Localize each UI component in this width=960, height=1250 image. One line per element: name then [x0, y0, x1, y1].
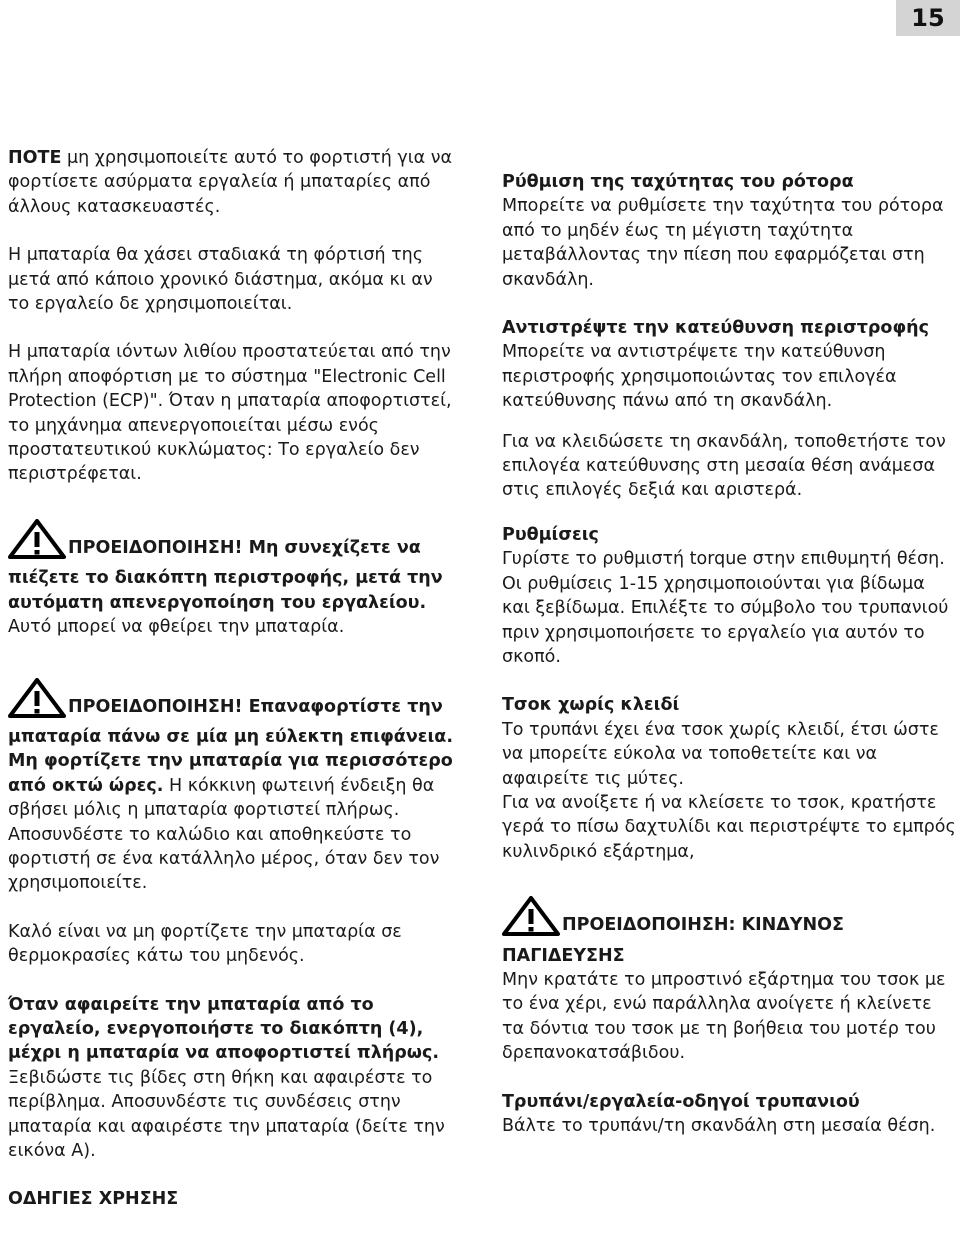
warning-block-2 [8, 664, 456, 823]
reverse-rotation-text: Μπορείτε να αντιστρέψετε την κατεύθυνση περιστροφής χρησιμοποιώντας τον επιλογέα κατεύθυνσης πάνω από τη σκανδάλη. [502, 342, 897, 412]
remove-battery-bold: Όταν αφαιρείτε την μπαταρία από το εργαλείο, ενεργοποιήστε το διακόπτη (4), μέχρι η μπαταρία να αποφορτιστεί πλήρως. [8, 994, 440, 1064]
settings-text: Γυρίστε το ρυθμιστή torque στην επιθυμητή θέση. Οι ρυθμίσεις 1-15 χρησιμοποιούνται για βίδωμα και ξεβίδωμα. Επιλέξτε το σύμβολο του τρυπανιού πριν χρησιμοποιήσετε το εργαλείο για αυτόν το σκοπό. [502, 549, 949, 667]
paragraph-ecp: Η μπαταρία ιόντων λιθίου προστατεύεται από την πλήρη αποφόρτιση με το σύστημα "Electronic Cell Protection (ECP)". Όταν η μπαταρία αποφορτιστεί, το μηχάνημα απενεργοποιείται μέσω ενός προστατευτικού κυκλώματος: Το εργαλείο δεν περιστρέφεται. [8, 342, 452, 485]
reverse-rotation-heading: Αντιστρέψτε την κατεύθυνση περιστροφής [502, 318, 929, 339]
warning-2-bold: ΠΡΟΕΙΔΟΠΟΙΗΣΗ! Επαναφορτίστε την μπαταρία πάνω σε μία μη εύλεκτη επιφάνεια. Μη φορτίζετε την μπαταρία για περισσότερο από οκτώ ώρες. [8, 696, 453, 796]
paragraph-disconnect-charger: Αποσυνδέστε το καλώδιο και αποθηκεύστε το φορτιστή σε ένα κατάλληλο μέρος, όταν δεν τον χρησιμοποιείτε. [8, 824, 440, 894]
page-number-box [896, 0, 960, 36]
warning-block-3 [502, 884, 958, 1065]
warning-icon [502, 896, 560, 943]
section-heading-usage [8, 1187, 456, 1211]
rotor-speed-text: Μπορείτε να ρυθμίσετε την ταχύτητα του ρότορα από το μηδέν έως τη μέγιστη ταχύτητα μεταβάλλοντας την πίεση που εφαρμόζεται στη σκανδάλη. [502, 196, 944, 290]
section-rotor-speed [502, 170, 958, 292]
paragraph-never-use [8, 146, 456, 219]
paragraph-battery-discharge: Η μπαταρία θα χάσει σταδιακά τη φόρτισή της μετά από κάποιο χρονικό διάστημα, ακόμα κι αν το εργαλείο δε χρησιμοποιείται. [8, 245, 433, 315]
section-reverse-rotation [502, 316, 958, 414]
paragraph-lock-trigger: Για να κλειδώσετε τη σκανδάλη, τοποθετήστε τον επιλογέα κατεύθυνσης στη μεσαία θέση ανάμεσα στις επιλογές δεξιά και αριστερά. [502, 431, 946, 501]
warning-icon [8, 519, 66, 566]
section-drill-bits [502, 1090, 958, 1139]
drill-bits-text: Βάλτε το τρυπάνι/τη σκανδάλη στη μεσαία θέση. [502, 1116, 936, 1136]
warning-block-1 [8, 511, 456, 640]
paragraph-temperature: Καλό είναι να μη φορτίζετε την μπαταρία σε θερμοκρασίες κάτω του μηδενός. [8, 921, 402, 967]
warning-2-text: Η κόκκινη φωτεινή ένδειξη θα σβήσει μόλις η μπαταρία φορτιστεί πλήρως. [8, 775, 435, 821]
paragraph-remove-battery [8, 993, 456, 1164]
warning-1-bold: ΠΡΟΕΙΔΟΠΟΙΗΣΗ! Μη συνεχίζετε να πιέζετε το διακόπτη περιστροφής, μετά την αυτόματη απενεργοποίηση του εργαλείου. [8, 537, 443, 613]
warning-1-text: Αυτό μπορεί να φθείρει την μπαταρία. [8, 617, 345, 638]
warning-icon [8, 678, 66, 725]
keyless-chuck-heading: Τσοκ χωρίς κλειδί [502, 695, 680, 716]
never-text: μη χρησιμοποιείτε αυτό το φορτιστή για να φορτίσετε ασύρματα εργαλεία ή μπαταρίες από άλλους κατασκευαστές. [8, 148, 453, 217]
rotor-speed-heading: Ρύθμιση της ταχύτητας του ρότορα [502, 172, 854, 192]
page-number: 15 [911, 4, 945, 32]
section-settings [502, 523, 958, 669]
warning-3-bold: ΠΡΟΕΙΔΟΠΟΙΗΣΗ: ΚΙΝΔΥΝΟΣ ΠΑΓΙΔΕΥΣΗΣ [502, 915, 845, 966]
right-column [502, 170, 958, 1162]
never-label: ΠΟΤΕ [8, 148, 62, 168]
section-keyless-chuck [502, 693, 958, 791]
usage-heading: ΟΔΗΓΙΕΣ ΧΡΗΣΗΣ [8, 1189, 179, 1210]
remove-battery-text: Ξεβιδώστε τις βίδες στη θήκη και αφαιρέστε το περίβλημα. Αποσυνδέστε τις συνδέσεις στην μπαταρία και αφαιρέστε την μπαταρία (δείτε την εικόνα A). [8, 1067, 445, 1161]
paragraph-open-chuck: Για να ανοίξετε ή να κλείσετε το τσοκ, κρατήστε γερά το πίσω δαχτυλίδι και περιστρέψτε το εμπρός κυλινδρικό εξάρτημα, [502, 792, 956, 862]
settings-heading: Ρυθμίσεις [502, 524, 599, 545]
drill-bits-heading: Τρυπάνι/εργαλεία-οδηγοί τρυπανιού [502, 1091, 860, 1112]
keyless-chuck-text: Το τρυπάνι έχει ένα τσοκ χωρίς κλειδί, έτσι ώστε να μπορείτε εύκολα να τοποθετείτε και να αφαιρείτε τις μύτες. [502, 719, 939, 789]
warning-3-text: Μην κρατάτε το μπροστινό εξάρτημα του τσοκ με το ένα χέρι, ενώ παράλληλα ανοίγετε ή κλείνετε τα δόντια του τσοκ με τη βοήθεια του μοτέρ του δρεπανοκατσάβιδου. [502, 969, 946, 1064]
left-column [8, 146, 456, 1236]
